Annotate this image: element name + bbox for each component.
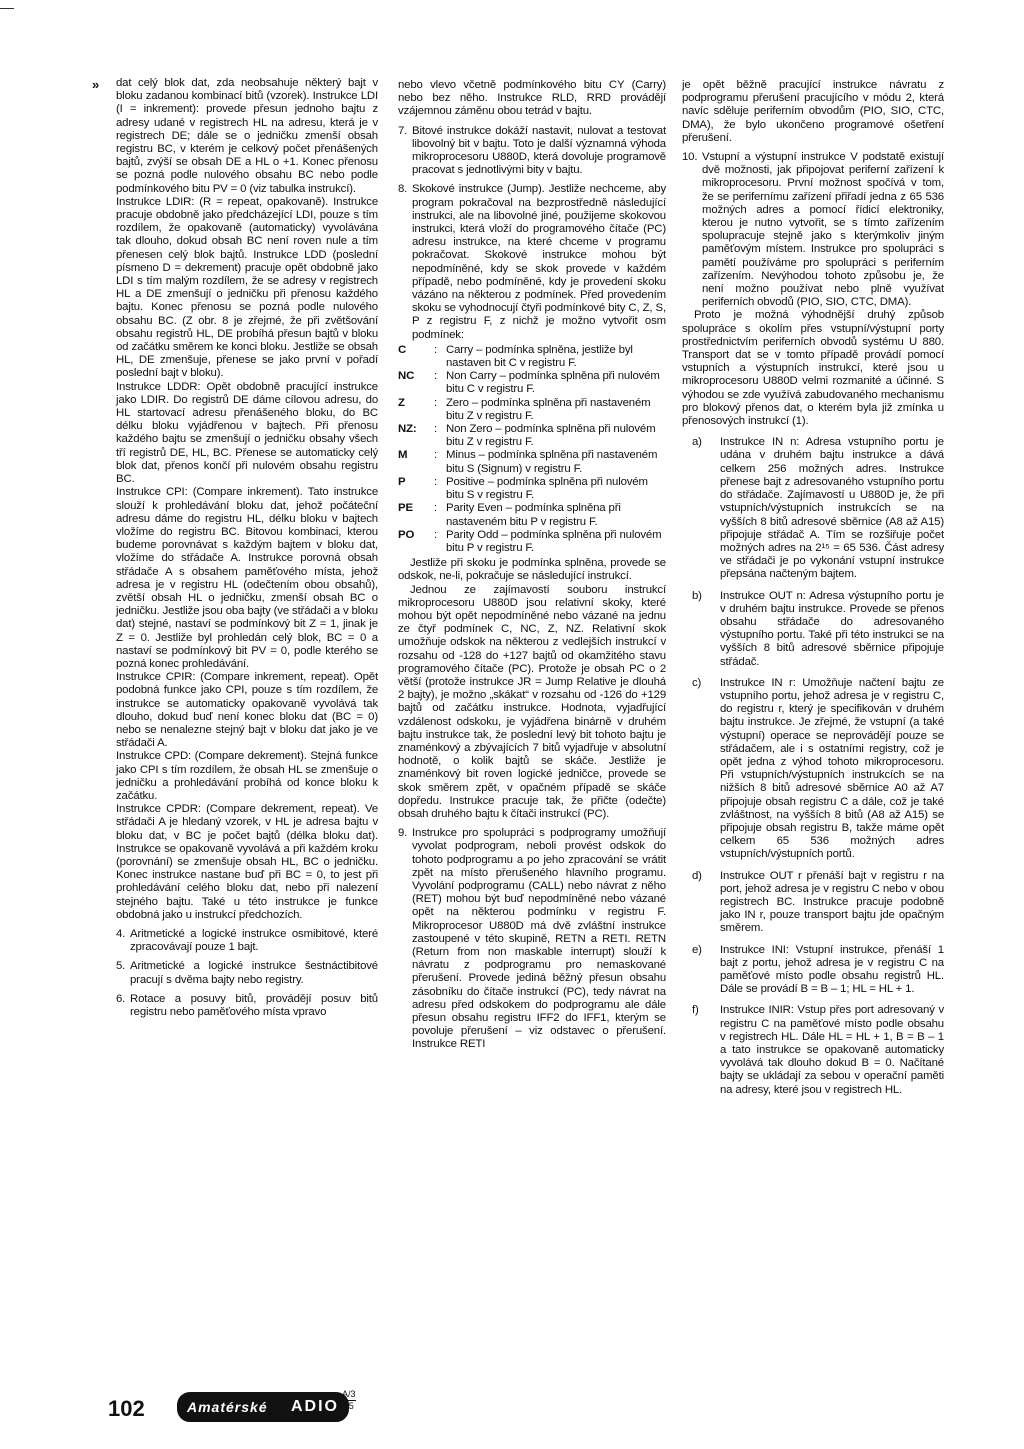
list-item-text: Instrukce pro spolupráci s podprogramy umožňují vyvolat podprogram, neboli provést odskok do tohoto podprogramu a po jeho zpracování se vrátit zpět na místo přerušeného hlavního programu. Vyvolání podprogramu (CALL) nebo návrat z něho (RET) mohou být buď nepodmíněné nebo vázané opět na některou podmínku v registru F. Mikroprocesor U880D má dvě zvláštní instrukce zastoupené v této skupině, RETN a RETI. RETN (Return from non maskable interrupt) slouží k návratu z podprogramu pro nemaskované přerušení. Provede jediná běžný přesun obsahu zásobníku do čítače instrukcí (PC), tedy návrat na adresu před odskokem do podprogramu ale dále přesun obsahu registru IFF2 do IFF1, kterým se povoluje přerušení – viz odstavec o přerušení. Instrukce RETI	[412, 827, 666, 1051]
condition-key: PE	[398, 502, 413, 515]
sub-item-label: e)	[692, 943, 702, 956]
condition-key: M	[398, 449, 408, 462]
sub-item-text: Instrukce OUT n: Adresa výstupního portu je v druhém bajtu instrukce. Provede se přenos obsahu střádače do adresovaného výstupního portu. Také při této instrukci se na vyšších 8 bitů adresové sběrnice připojuje střádač.	[720, 589, 944, 668]
condition-row: C : Carry – podmínka splněna, jestliže byl nastaven bit C v registru F.	[398, 344, 666, 370]
condition-desc: Positive – podmínka splněna při nulovém bitu S v registru F.	[446, 475, 648, 502]
list-item-text: Aritmetické a logické instrukce osmibitové, které zpracovávají pouze 1 bajt.	[130, 928, 378, 954]
col1-paragraph: Instrukce LDIR: (R = repeat, opakovaně). Instrukce pracuje obdobně jako předcházející LDI, pouze s tím rozdílem, že opakovaně (automaticky) vyvolávána tak dlouho, dokud obsah BC není roven nule a tím přenesen celý blok bajtů. Instrukce LDD (poslední písmeno D = dekrement) pracuje opět obdobně jako LDI s tím malým rozdílem, že se adresy v registrech HL a DE zmenšují o jedničku při přenosu každého bajtu. Konec přenosu se pozná podle nulového obsahu BC. (Z obr. 8 je zřejmé, že při zvětšování obsahu registrů HL, DE probíhá přesun bajtů v bloku od začátku směrem ke konci bloku. Jestliže se obsah HL, DE zmenšuje, přenese se jako první v pořadí poslední bajt v bloku).	[116, 195, 378, 380]
condition-desc: Zero – podmínka splněna při nastaveném bitu Z v registru F.	[446, 396, 651, 422]
issue-number	[342, 1389, 356, 1412]
sub-item-text: Instrukce INIR: Vstup přes port adresovaný v registru C na paměťové místo podle obsahu v registrech HL. Dále HL = HL + 1, B = B – 1 a tato instrukce se opakovaně automaticky vyvolává tak dlouho dokud B = 0. Načítané bajty se ukládají za sebou v operační paměti na adresy, které jsou v registrech HL.	[720, 1004, 944, 1096]
sub-item-label: f)	[692, 1004, 699, 1017]
condition-row: NC : Non Carry – podmínka splněna při nulovém bitu C v registru F.	[398, 370, 666, 396]
list-item-number: 8.	[398, 183, 408, 196]
condition-key: NC	[398, 370, 415, 383]
sub-item	[682, 870, 944, 936]
col2-paragraph: Jestliže při skoku je podmínka splněna, provede se odskok, ne-li, pokračuje se následující instrukcí.	[398, 557, 666, 583]
condition-desc: Parity Even – podmínka splněna při nastaveném bitu P v registru F.	[446, 502, 621, 528]
list-item	[116, 993, 378, 1019]
col2-intro: nebo vlevo včetně podmínkového bitu CY (Carry) nebo bez něho. Instrukce RLD, RRD provádějí vzájemnou záměnu obou tetrád v bajtu.	[398, 79, 666, 118]
sub-item	[682, 677, 944, 862]
condition-desc: Non Carry – podmínka splněna při nulovém bitu C v registru F.	[446, 370, 660, 396]
list-item-text: Bitové instrukce dokáží nastavit, nulovat a testovat libovolný bit v bajtu. Toto je další významná výhoda mikroprocesoru U880D, která dovoluje programově pracovat s jednotlivými bity v bajtu.	[412, 124, 666, 177]
condition-desc: Minus – podmínka splněna při nastaveném bitu S (Signum) v registru F.	[446, 449, 658, 475]
sub-item-text: Instrukce IN r: Umožňuje načtení bajtu ze vstupního portu, jehož adresa je v registru C, do registru r, který je specifikován v druhém bajtu instrukce. Je zřejmé, že vstupní (a také výstupní) operace se neprovádějí pouze se střádačem, ale i s ostatními registry, což je opět jedna z výhod tohoto mikroprocesoru. Při vstupních/výstupních instrukcích se na nižších 8 bitů adresové sběrnice A0 až A7 připojuje obsah registru C a dále, což je také zvláštnost, na vyšších 8 bitů (A8 až A15) se připojuje obsah registru B, takže máme opět celkem 65 536 možných adres vstupních/výstupních portů.	[720, 676, 944, 861]
condition-key: P	[398, 475, 406, 488]
col1-paragraph: Instrukce CPIR: (Compare inkrement, repeat). Opět podobná funkce jako CPI, pouze s tím rozdílem, že instrukce se automaticky opakovaně vyvolává tak dlouho, dokud buď není konec bloku dat (BC = 0) nebo se nenalezne stejný bajt v bloku dat jako je ve střádači A.	[116, 671, 378, 750]
condition-key: NZ:	[398, 423, 417, 436]
col1-paragraph: dat celý blok dat, zda neobsahuje některý bajt v bloku zadanou kombinací bitů (vzorek). Instrukce LDI (I = inkrement): provede přesun jednoho bajtu z adresy udané v registrech HL na adresu, která je v registrech DE; dále se o jedničku zmenší obsah registru BC, v kterém je celkový počet přenášených bajtů, zvýší se obsah DE a HL o +1. Konec přenosu se pozná podle nulového obsahu BC nebo podle podmínkového bitu PV = 0 (viz tabulka instrukcí).	[116, 77, 378, 195]
list-item-text: Aritmetické a logické instrukce šestnáctibitové pracují s dvěma bajty nebo registry.	[130, 960, 378, 986]
sub-item	[682, 1004, 944, 1096]
condition-row: M : Minus – podmínka splněna při nastaveném bitu S (Signum) v registru F.	[398, 449, 666, 475]
continuation-arrow-icon: »	[92, 77, 100, 92]
sub-item-label: a)	[692, 436, 702, 449]
list-item-text: Vstupní a výstupní instrukce V podstatě existují dvě možnosti, jak připojovat periferní zařízení k mikroprocesoru. První možnost spočívá v tom, že se perifernímu zařízení přiřadí jedna z 65 536 možných adres a pomocí řídicí elektroniky, kterou je nutno vytvořit, se s tímto zařízením spolupracuje stejně jako s kterýmkoliv jiným paměťovým místem. Instrukce pro spolupráci s pamětí používáme pro spolupráci s periferním zařízením. Nevýhodou tohoto způsobu je, že není možno používat nebo plně využívat periferních obvodů (PIO, SIO, CTC, DMA).	[702, 151, 944, 309]
condition-row: PO : Parity Odd – podmínka splněna při nulovém bitu P v registru F.	[398, 529, 666, 555]
sub-item-text: Instrukce INI: Vstupní instrukce, přenáší 1 bajt z portu, jehož adresa je v registru C na paměťové místo podle obsahu registrů HL. Dále se provádí B = B – 1; HL = HL + 1.	[720, 943, 944, 996]
issue-top: A/3	[342, 1389, 356, 1399]
list-item	[116, 960, 378, 986]
list-item	[116, 928, 378, 954]
condition-desc: Non Zero – podmínka splněna při nulovém bitu Z v registru F.	[446, 423, 656, 449]
sub-item-label: b)	[692, 589, 702, 602]
sub-item-label: d)	[692, 869, 702, 882]
top-rule	[0, 8, 14, 9]
issue-bottom: 85	[343, 1401, 354, 1411]
col1-paragraph: Instrukce CPD: (Compare dekrement). Stejná funkce jako CPI s tím rozdílem, že obsah HL se zmenšuje o jedničku a prohledávání probíhá od konce bloku k začátku.	[116, 750, 378, 802]
list-item-number: 9.	[398, 827, 408, 840]
magazine-logo	[177, 1392, 349, 1422]
sub-item	[682, 944, 944, 997]
condition-key: C	[398, 343, 407, 356]
list-item	[398, 125, 666, 178]
logo-text: Amatérské	[187, 1399, 268, 1415]
col1-paragraph: Instrukce LDDR: Opět obdobně pracující instrukce jako LDIR. Do registrů DE dáme cílovou adresu, do HL startovací adresu přenášeného bloku, do BC délku bloku vyjádřenou v bajtech. Při přenosu každého bajtu se zmenšují o jedničku obsahy všech tří registrů DE, HL, BC. Přenese se automaticky celý blok dat, přenos končí při nulovém obsahu registru BC.	[116, 380, 378, 486]
condition-row: PE : Parity Even – podmínka splněna při nastaveném bitu P v registru F.	[398, 502, 666, 528]
list-item	[398, 827, 666, 1051]
condition-table	[398, 344, 666, 555]
list-item-text: Skokové instrukce (Jump). Jestliže nechceme, aby program pokračoval na bezprostředně následující instrukci, ale na libovolné jiné, použijeme skokovou instrukci, která vloží do programového čítače (PC) adresu instrukce, na které chceme v programu pokračovat. Skokové instrukce mohou být nepodmíněné, kdy se skok provede v každém případě, nebo podmíněné, kdy je provedení skoku vázáno na některou z podmínek. Před provedením skoku se vyhodnocují čtyři podmínkové bity C, Z, S, P z registru F, z nichž je možno vytvořit osm podmínek:	[412, 183, 666, 341]
col1-paragraph: Instrukce CPI: (Compare inkrement). Tato instrukce slouží k prohledávání bloku dat, jehož počáteční adresu dáme do registru HL, délku bloku v bajtech vložíme do registru BC. Bitovou kombinaci, kterou budeme porovnávat s každým bajtem v bloku dat, vložíme do střádače A. Instrukce porovná obsah střádače A s obsahem paměťového místa, jehož adresa je v registru HL (odečtením obou obsahů), zvětší obsah HL o jedničku, zmenší obsah BC o jedničku. Jestliže jsou oba bajty (ve střádači a v bloku dat) stejné, nastaví se podmínkový bit Z = 1, jinak je Z = 0. Jestliže byl prohledán celý blok, BC = 0 a nastaví se podmínkový bit PV = 0, podle kterého se pozná konec prohledávání.	[116, 486, 378, 670]
list-item	[398, 183, 666, 341]
page-number: 102	[108, 1396, 145, 1421]
list-item	[682, 151, 944, 309]
condition-desc: Carry – podmínka splněna, jestliže byl nastaven bit C v registru F.	[446, 343, 633, 370]
list-item-number: 6.	[116, 992, 126, 1005]
list-item-number: 4.	[116, 928, 126, 940]
condition-row: P : Positive – podmínka splněna při nulovém bitu S v registru F.	[398, 476, 666, 502]
condition-key: PO	[398, 528, 415, 541]
list-item-number: 7.	[398, 124, 408, 137]
column-3	[682, 79, 944, 1097]
list-item-number: 10.	[682, 151, 698, 164]
sub-item	[682, 436, 944, 581]
column-2	[398, 79, 666, 1052]
condition-desc: Parity Odd – podmínka splněna při nulovém bitu P v registru F.	[446, 528, 662, 554]
sub-item	[682, 590, 944, 669]
logo-adio: ADIO	[291, 1398, 339, 1415]
sub-item-label: c)	[692, 676, 702, 689]
col3-paragraph: Proto je možná výhodnější druhý způsob spolupráce s okolím přes vstupní/výstupní porty prostřednictvím periferních obvodů systému U 880. Transport dat se v tomto případě provádí pomocí vstupních a výstupních instrukcí, které jsou u mikroprocesoru U880D velmi rozmanité a účinné. S výhodou se zde využívá zabudovaného mechanismu pro blokový přenos dat, o kterém byla již zmínka u přenosových instrukcí (1).	[682, 309, 944, 428]
sub-item-text: Instrukce IN n: Adresa vstupního portu je udána v druhém bajtu instrukce a dává celkem 256 možných adres. Instrukce přenese bajt z adresovaného vstupního portu do střádače. Zajímavostí u U880D je, že při vstupních/výstupních instrukcích se na vyšších 8 bitů adresové sběrnice (A8 až A15) připojuje střádač A. Tím se rozšiřuje počet možných adres na 2¹⁵ = 65 536. Část adresy ve střádači je po vykonání vstupní instrukce přepsána načteným bajtem.	[720, 436, 944, 581]
sub-item-text: Instrukce OUT r přenáší bajt v registru r na port, jehož adresa je v registru C nebo v obou registrech BC. Instrukce pracuje podobně jako IN r, pouze transport bajtu jde opačným směrem.	[720, 869, 944, 935]
col2-paragraph: Jednou ze zajímavostí souboru instrukcí mikroprocesoru U880D jsou relativní skoky, které mohou být opět nepodmíněné nebo vázané na jednu ze čtyř podmínek C, NC, Z, NZ. Relativní skok umožňuje odskok na některou z vedlejších instrukcí v rozsahu od -128 do +127 bajtů od okamžitého stavu programového čítače (PC). Protože je obsah PC o 2 větší (protože instrukce JR = Jump Relative je dlouhá 2 bajty), je možno „skákat“ v rozsahu od -126 do +129 bajtů od začátku instrukce. Hodnota, vyjadřující vzdálenost odskoku, je vyjádřena binárně v druhém bajtu instrukce tak, že poslední levý bit tohoto bajtu je znaménkový a zbývajících 7 bitů vyjadřuje v absolutní hodnotě, o kolik bajtů se skáče. Jestliže je znaménkový bit roven logické jedničce, provede se skok směrem zpět, v opačném případě se skáče dopředu. Instrukce pracuje tak, že přičte (odečte) obsah druhého bajtu k čítači instrukcí (PC).	[398, 583, 666, 820]
list-item-number: 5.	[116, 960, 126, 973]
condition-key: Z	[398, 396, 405, 409]
condition-row: NZ: : Non Zero – podmínka splněna při nulovém bitu Z v registru F.	[398, 423, 666, 449]
col3-intro: je opět běžně pracující instrukce návratu z podprogramu přerušení pracujícího v módu 2, která navíc sděluje periferním obvodům (PIO, SIO, CTC, DMA), že bylo ukončeno programové ošetření přerušení.	[682, 79, 944, 144]
col1-paragraph: Instrukce CPDR: (Compare dekrement, repeat). Ve střádači A je hledaný vzorek, v HL je adresa bajtu v bloku dat, v BC je počet bajtů (délka bloku dat). Instrukce se opakovaně vyvolává a při každém kroku (porovnání) se zmenšuje obsah HL, BC o jedničku. Konec instrukce nastane buď při BC = 0, to jest při prohledávání celého bloku dat, nebo při nalezení stejného bajtu. Také u této instrukce je funkce obdobná jako u instrukcí předchozích.	[116, 803, 378, 921]
list-item-text: Rotace a posuvy bitů, provádějí posuv bitů registru nebo paměťového místa vpravo	[130, 992, 378, 1019]
condition-row: Z : Zero – podmínka splněna při nastaveném bitu Z v registru F.	[398, 397, 666, 423]
column-1	[116, 77, 378, 1019]
